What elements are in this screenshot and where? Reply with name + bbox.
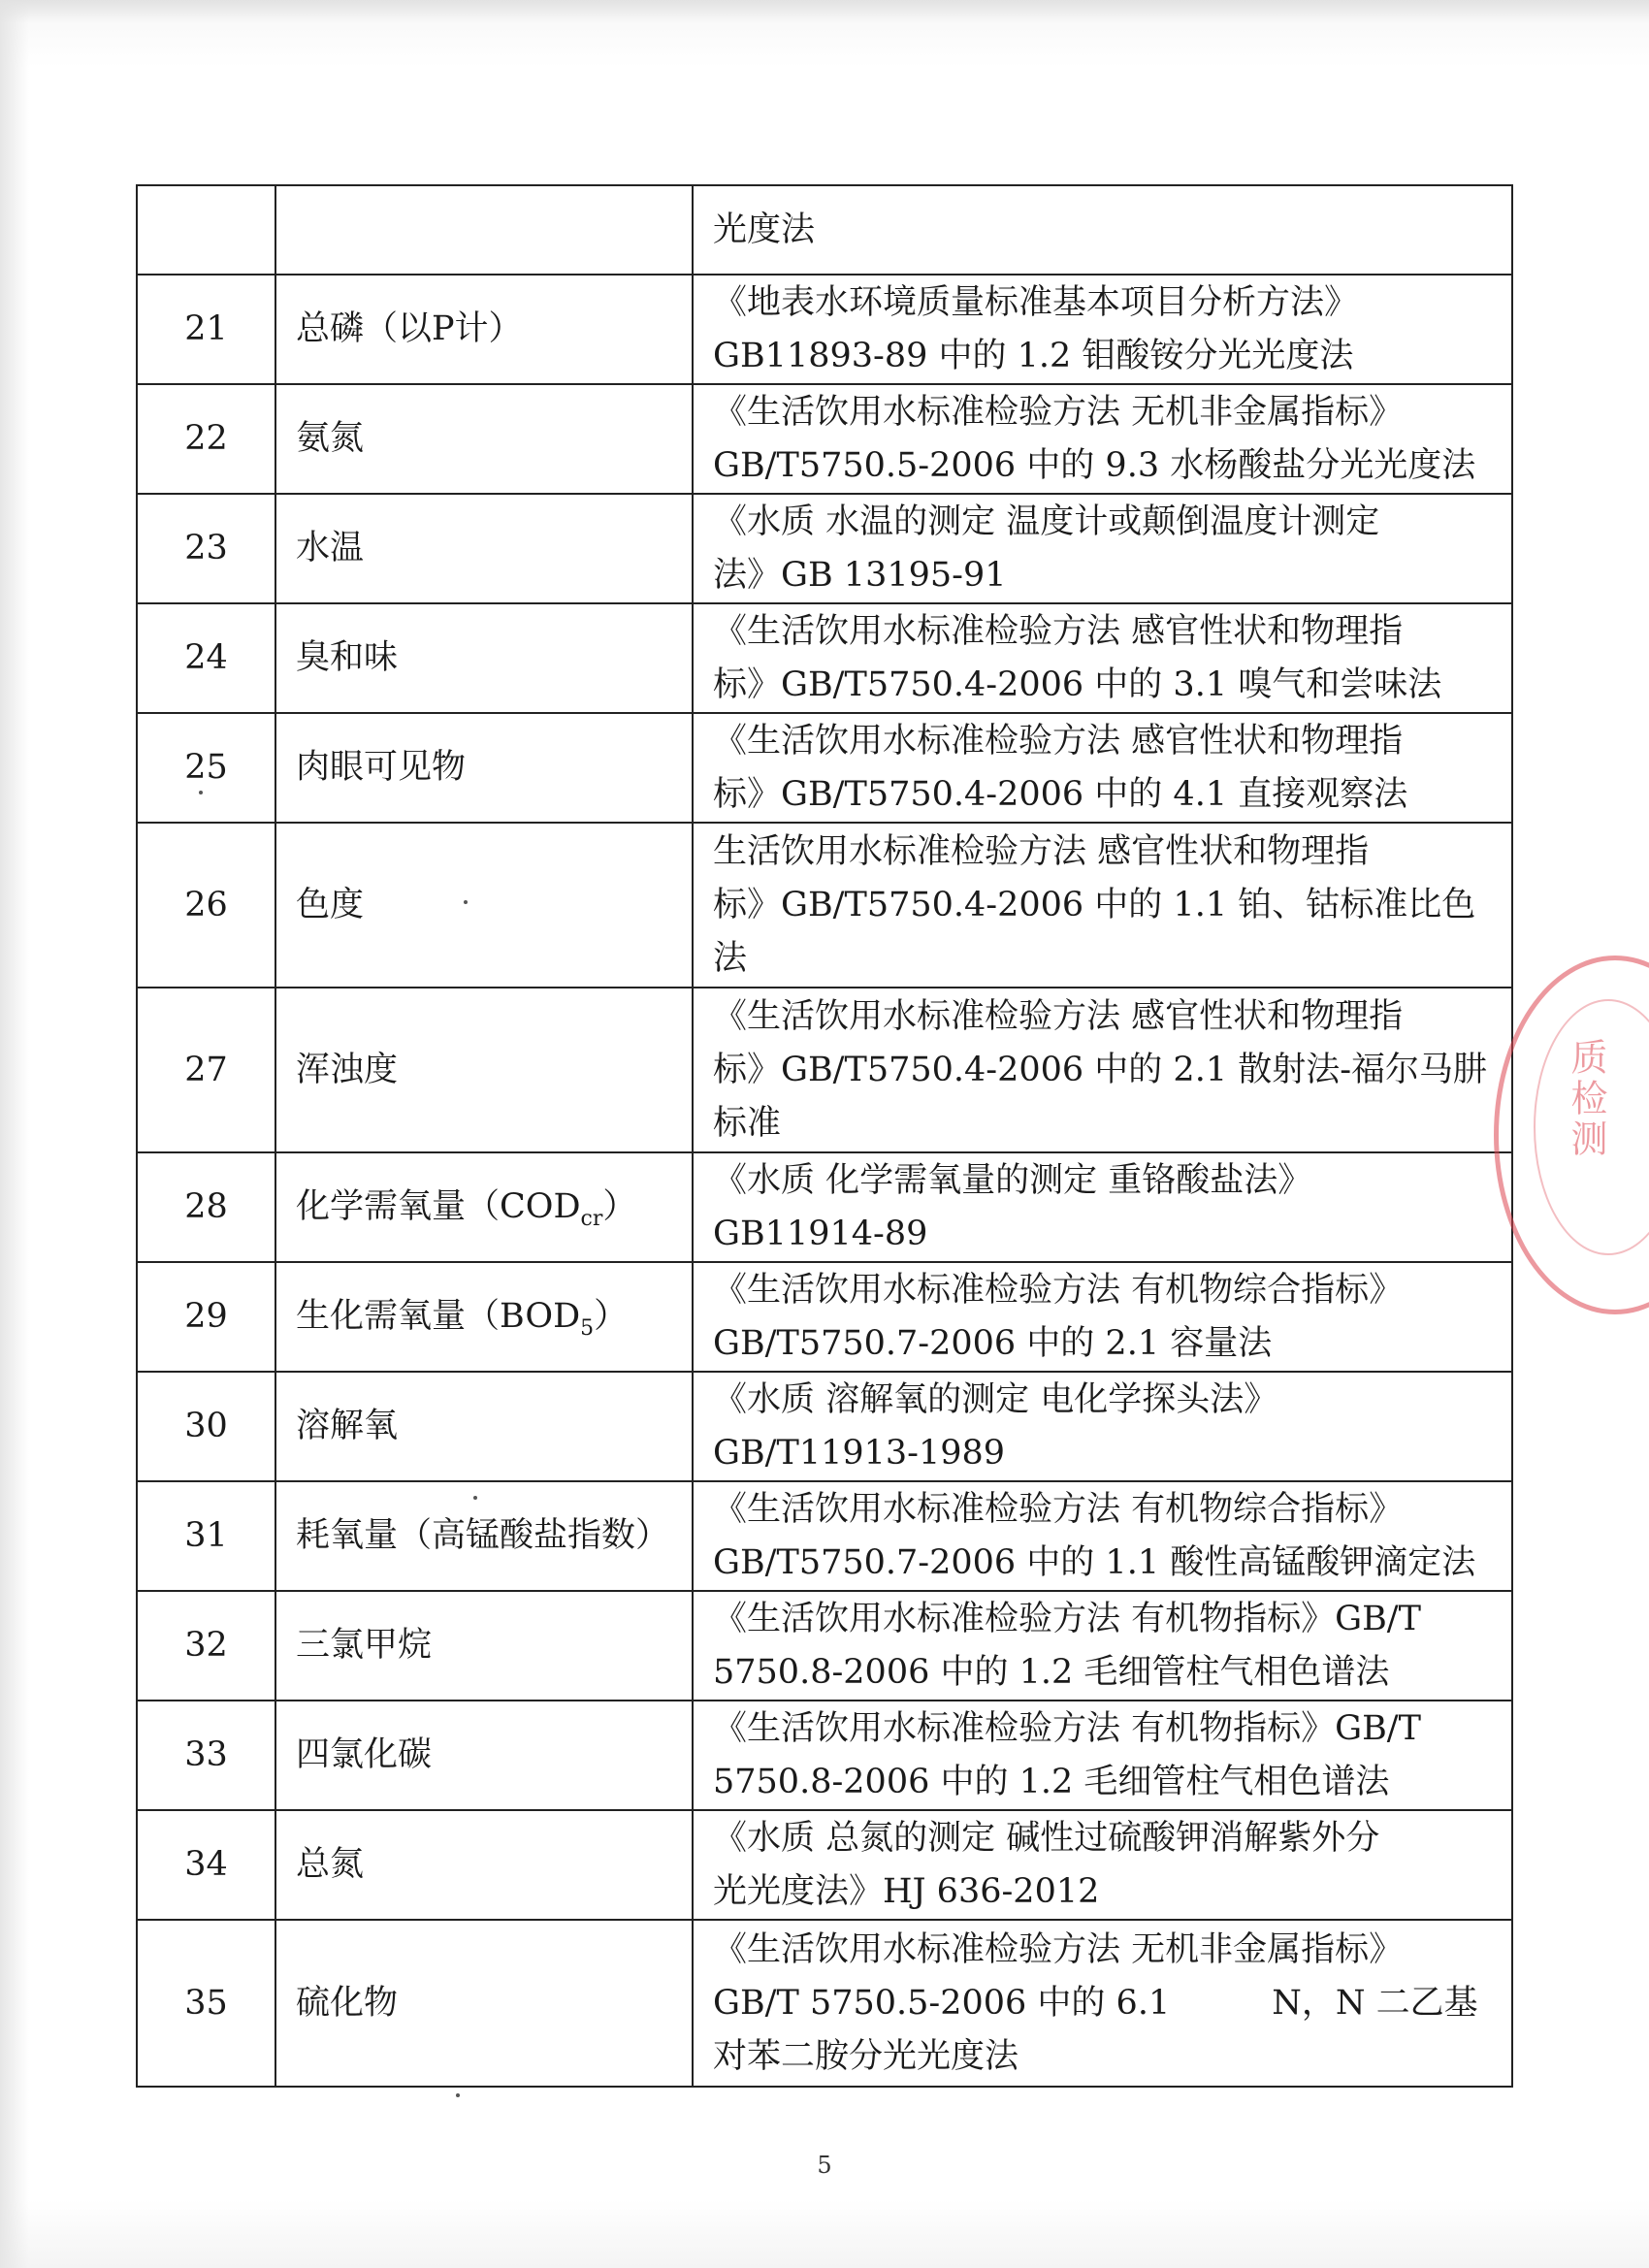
test-method: [693, 1152, 1512, 1262]
method-line: 《地表水环境质量标准基本项目分析方法》: [713, 282, 1359, 322]
test-item: 臭和味: [275, 603, 693, 713]
method-line: 生活饮用水标准检验方法 感官性状和物理指: [713, 831, 1370, 871]
test-item: 耗氧量（高锰酸盐指数）: [275, 1481, 693, 1591]
test-item: [275, 1262, 693, 1372]
row-number: 35: [137, 1920, 275, 2087]
test-item: 三氯甲烷: [275, 1591, 693, 1701]
test-item: 溶解氧: [275, 1372, 693, 1481]
test-method: [693, 1372, 1512, 1481]
method-line: 《生活饮用水标准检验方法 感官性状和物理指: [713, 721, 1404, 761]
method-line: GB/T11913-1989: [713, 1433, 1006, 1473]
row-number: 34: [137, 1810, 275, 1920]
item-subscript: cr: [580, 1207, 603, 1231]
row-number: 26: [137, 823, 275, 988]
row-number: [137, 185, 275, 275]
test-method: [693, 988, 1512, 1152]
row-number: 29: [137, 1262, 275, 1372]
test-method: [693, 1262, 1512, 1372]
row-number: 31: [137, 1481, 275, 1591]
method-line: 《生活饮用水标准检验方法 有机物指标》GB/T: [713, 1708, 1421, 1748]
test-method: [693, 384, 1512, 494]
method-line: 光光度法》HJ 636-2012: [713, 1871, 1100, 1911]
method-line: 5750.8-2006 中的 1.2 毛细管柱气相色谱法: [713, 1652, 1390, 1692]
test-method: [693, 713, 1512, 823]
table-row: [137, 1810, 1512, 1920]
table-row: [137, 1481, 1512, 1591]
scan-shadow-left: [0, 0, 29, 2268]
method-line: 法: [713, 938, 748, 978]
table-row: [137, 1591, 1512, 1701]
row-number: 25: [137, 713, 275, 823]
method-line: 《生活饮用水标准检验方法 无机非金属指标》: [713, 1929, 1404, 1969]
test-item: 色度: [275, 823, 693, 988]
speck: [456, 2093, 460, 2097]
method-line: 对苯二胺分光光度法: [713, 2036, 1019, 2076]
method-line: GB/T 5750.5-2006 中的 6.1 N，N 二乙基: [713, 1983, 1478, 2023]
seal-text: 质检测: [1565, 1038, 1607, 1160]
row-number: 27: [137, 988, 275, 1152]
table-row: [137, 1920, 1512, 2087]
method-line: GB/T5750.5-2006 中的 9.3 水杨酸盐分光光度法: [713, 445, 1476, 485]
test-method: [693, 275, 1512, 384]
item-text: 化学需氧量（COD: [296, 1187, 581, 1226]
item-subscript: 5: [580, 1316, 595, 1341]
method-line: 标》GB/T5750.4-2006 中的 1.1 铂、钴标准比色: [713, 885, 1476, 924]
test-method: [693, 1810, 1512, 1920]
row-number: 21: [137, 275, 275, 384]
test-item: 四氯化碳: [275, 1701, 693, 1810]
table-row: [137, 494, 1512, 603]
table-row: [137, 988, 1512, 1152]
test-item: 总磷（以P计）: [275, 275, 693, 384]
table-row: [137, 603, 1512, 713]
test-method: [693, 494, 1512, 603]
page-number: 5: [817, 2152, 832, 2179]
table-row: [137, 185, 1512, 275]
test-method: [693, 185, 1512, 275]
test-item: [275, 185, 693, 275]
method-line: 《生活饮用水标准检验方法 有机物指标》GB/T: [713, 1599, 1421, 1638]
method-line: 5750.8-2006 中的 1.2 毛细管柱气相色谱法: [713, 1762, 1390, 1801]
method-line: 《生活饮用水标准检验方法 有机物综合指标》: [713, 1270, 1404, 1310]
method-line: 标准: [713, 1103, 782, 1143]
test-item: 总氮: [275, 1810, 693, 1920]
method-line: 《水质 总氮的测定 碱性过硫酸钾消解紫外分: [713, 1818, 1380, 1858]
table-row: [137, 1372, 1512, 1481]
test-method: [693, 1920, 1512, 2087]
method-line: 《生活饮用水标准检验方法 有机物综合指标》: [713, 1489, 1404, 1529]
test-method: [693, 1591, 1512, 1701]
test-method: [693, 603, 1512, 713]
table-row: [137, 1262, 1512, 1372]
speck: [464, 900, 468, 904]
speck: [199, 791, 203, 794]
method-line: 《生活饮用水标准检验方法 无机非金属指标》: [713, 392, 1404, 432]
test-item: [275, 1152, 693, 1262]
row-number: 24: [137, 603, 275, 713]
row-number: 22: [137, 384, 275, 494]
test-method: [693, 1701, 1512, 1810]
method-line: GB/T5750.7-2006 中的 1.1 酸性高锰酸钾滴定法: [713, 1542, 1476, 1582]
table-row: [137, 823, 1512, 988]
item-text-tail: ）: [602, 1187, 637, 1226]
scan-shadow-top: [0, 0, 1649, 23]
table-row: [137, 384, 1512, 494]
method-line: 光度法: [713, 210, 816, 249]
table-row: [137, 713, 1512, 823]
method-line: 《水质 溶解氧的测定 电化学探头法》: [713, 1379, 1278, 1419]
test-method: [693, 823, 1512, 988]
method-line: GB/T5750.7-2006 中的 2.1 容量法: [713, 1323, 1273, 1363]
row-number: 28: [137, 1152, 275, 1262]
test-item: 浑浊度: [275, 988, 693, 1152]
speck: [473, 1496, 477, 1500]
test-item: 硫化物: [275, 1920, 693, 2087]
method-line: 标》GB/T5750.4-2006 中的 4.1 直接观察法: [713, 774, 1408, 814]
method-line: 标》GB/T5750.4-2006 中的 2.1 散射法-福尔马肼: [713, 1050, 1488, 1089]
test-methods-table: [136, 184, 1513, 2088]
table-row: [137, 1701, 1512, 1810]
row-number: 32: [137, 1591, 275, 1701]
method-line: 法》GB 13195-91: [713, 555, 1007, 595]
test-item: 水温: [275, 494, 693, 603]
row-number: 33: [137, 1701, 275, 1810]
method-line: 《水质 化学需氧量的测定 重铬酸盐法》: [713, 1160, 1312, 1200]
table-row: [137, 275, 1512, 384]
table-row: [137, 1152, 1512, 1262]
test-item: 肉眼可见物: [275, 713, 693, 823]
method-line: GB11914-89: [713, 1214, 928, 1253]
method-line: 《生活饮用水标准检验方法 感官性状和物理指: [713, 996, 1404, 1036]
method-line: GB11893-89 中的 1.2 钼酸铵分光光度法: [713, 336, 1354, 375]
item-text: 生化需氧量（BOD: [296, 1297, 581, 1336]
item-text-tail: ）: [594, 1297, 629, 1336]
method-line: 《水质 水温的测定 温度计或颠倒温度计测定: [713, 502, 1380, 541]
row-number: 30: [137, 1372, 275, 1481]
red-seal-stamp: [1494, 956, 1649, 1314]
test-item: 氨氮: [275, 384, 693, 494]
row-number: 23: [137, 494, 275, 603]
method-line: 标》GB/T5750.4-2006 中的 3.1 嗅气和尝味法: [713, 664, 1442, 704]
test-method: [693, 1481, 1512, 1591]
method-line: 《生活饮用水标准检验方法 感官性状和物理指: [713, 611, 1404, 651]
